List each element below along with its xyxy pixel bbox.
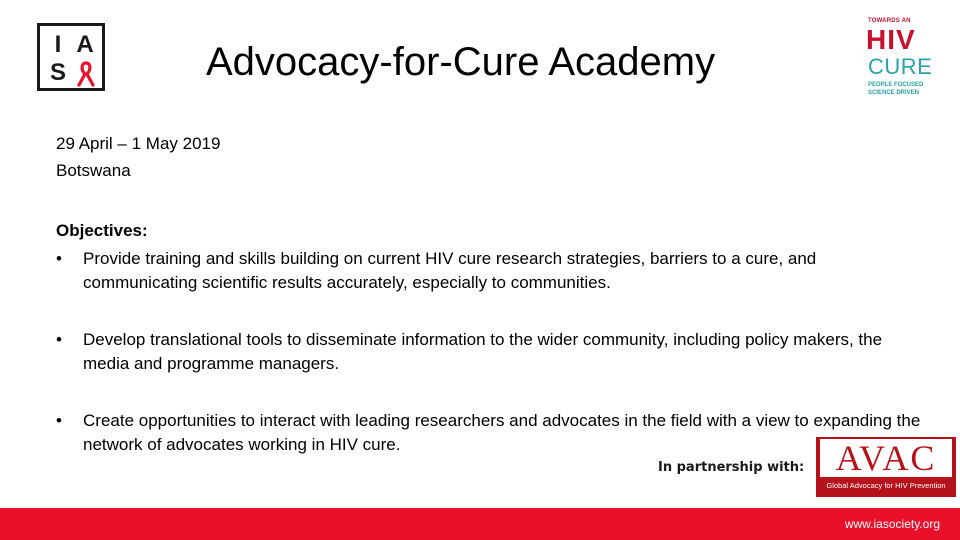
partnership-label: In partnership with: bbox=[658, 460, 805, 475]
red-ribbon-icon bbox=[76, 61, 96, 87]
hiv-logo-cure-text: CURE bbox=[868, 54, 933, 79]
bullet-icon: • bbox=[56, 330, 62, 349]
ias-logo-letter-a: A bbox=[76, 31, 94, 58]
footer-url: www.iasociety.org bbox=[844, 517, 940, 531]
ias-logo-letter-s: S bbox=[49, 59, 66, 86]
hiv-logo-big-text: HIV bbox=[866, 24, 916, 55]
hiv-logo-top-text: TOWARDS AN bbox=[868, 18, 911, 24]
objective-item bbox=[56, 328, 926, 376]
objective-text: Create opportunities to interact with leading researchers and advocates in the field with a view to expanding the network of advocates working in HIV cure. bbox=[83, 411, 921, 454]
bullet-icon: • bbox=[56, 411, 62, 430]
event-location: Botswana bbox=[56, 161, 131, 180]
objective-item bbox=[56, 409, 926, 457]
objective-text: Provide training and skills building on current HIV cure research strategies, barriers to a cure, and communicating scientific results accurately, especially to communities. bbox=[83, 249, 817, 292]
hiv-logo-sub-line-1: PEOPLE FOCUSED bbox=[868, 82, 924, 88]
avac-logo-name: AVAC bbox=[820, 439, 952, 477]
objective-item bbox=[56, 247, 926, 295]
towards-hiv-cure-logo bbox=[862, 18, 938, 102]
slide-title: Advocacy-for-Cure Academy bbox=[206, 40, 716, 84]
avac-logo-tagline: Global Advocacy for HIV Prevention bbox=[826, 481, 946, 490]
footer-bar bbox=[0, 508, 960, 540]
event-dates: 29 April – 1 May 2019 bbox=[56, 134, 221, 153]
ias-logo-letter-i: I bbox=[54, 31, 62, 58]
objectives-heading: Objectives: bbox=[56, 221, 148, 240]
ias-logo bbox=[37, 23, 105, 91]
objective-text: Develop translational tools to disseminate information to the wider community, including policy makers, the media and programme managers. bbox=[83, 330, 883, 373]
bullet-icon: • bbox=[56, 249, 62, 268]
hiv-logo-sub-line-2: SCIENCE DRIVEN bbox=[868, 90, 920, 96]
avac-logo bbox=[816, 437, 956, 497]
